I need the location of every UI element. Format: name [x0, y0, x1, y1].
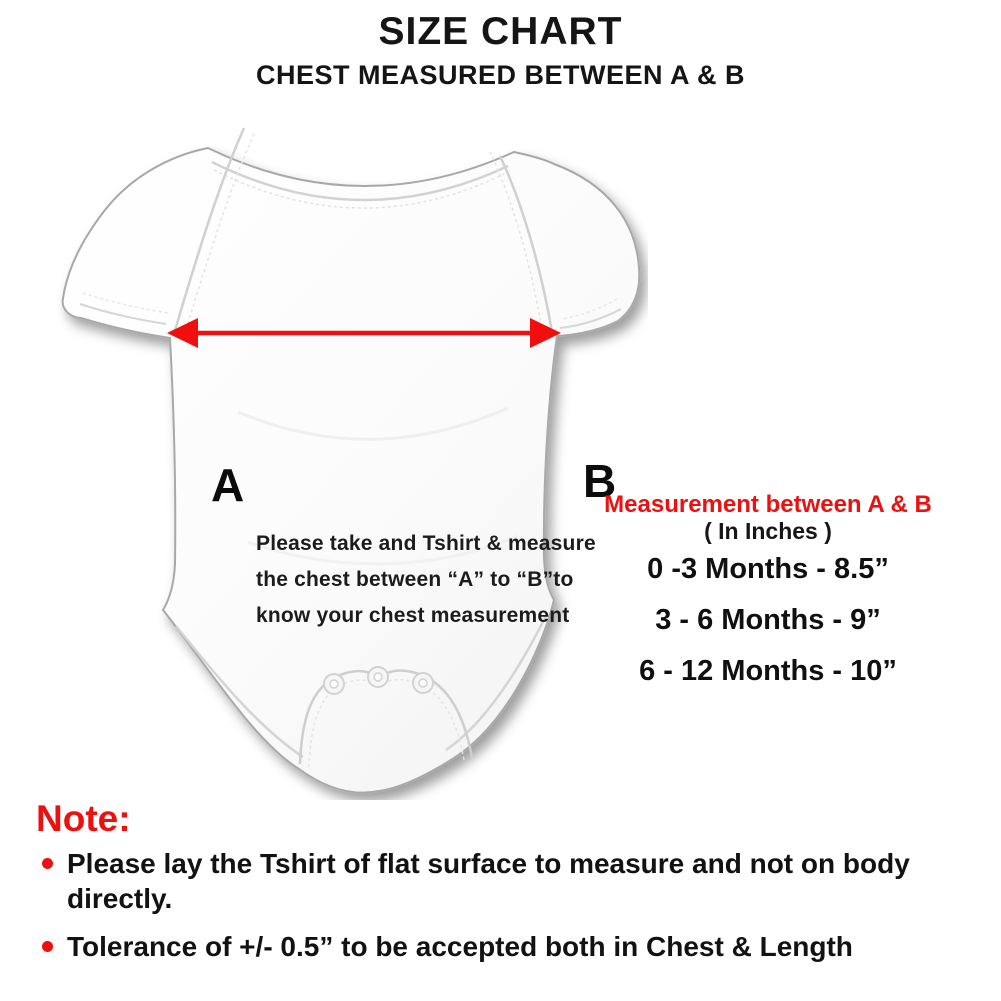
instruction-line: Please take and Tshirt & measure [256, 532, 596, 555]
size-table-heading: Measurement between A & B [604, 491, 932, 518]
note-item-text: Please lay the Tshirt of flat surface to measure and not on body directly. [67, 848, 910, 914]
bullet-dot-icon [42, 858, 53, 869]
note-item-tolerance [40, 929, 945, 964]
notes-list [40, 846, 970, 964]
note-item-text: Tolerance of +/- 0.5” to be accepted both in Chest & Length [67, 931, 853, 962]
measure-instructions [256, 526, 601, 634]
size-table-rows [558, 552, 978, 688]
note-heading: Note: [36, 798, 131, 839]
point-a-label: A [211, 459, 245, 511]
note-item-flat-surface [40, 846, 945, 916]
size-table-unit-label: ( In Inches ) [704, 518, 832, 544]
size-row-6-12-months: 6 - 12 Months - 10” [639, 655, 897, 687]
size-row-3-6-months: 3 - 6 Months - 9” [655, 604, 881, 636]
instruction-line: know your chest measurement [256, 604, 570, 627]
size-row-0-3-months: 0 -3 Months - 8.5” [647, 553, 889, 585]
size-table [558, 492, 978, 705]
page-subtitle: CHEST MEASURED BETWEEN A & B [255, 60, 746, 90]
instruction-line: the chest between “A” to “B”to [256, 568, 574, 591]
bullet-dot-icon [42, 941, 53, 952]
onesie-body [63, 148, 640, 793]
page-title: SIZE CHART [378, 10, 623, 53]
point-b-label: B [583, 455, 617, 507]
